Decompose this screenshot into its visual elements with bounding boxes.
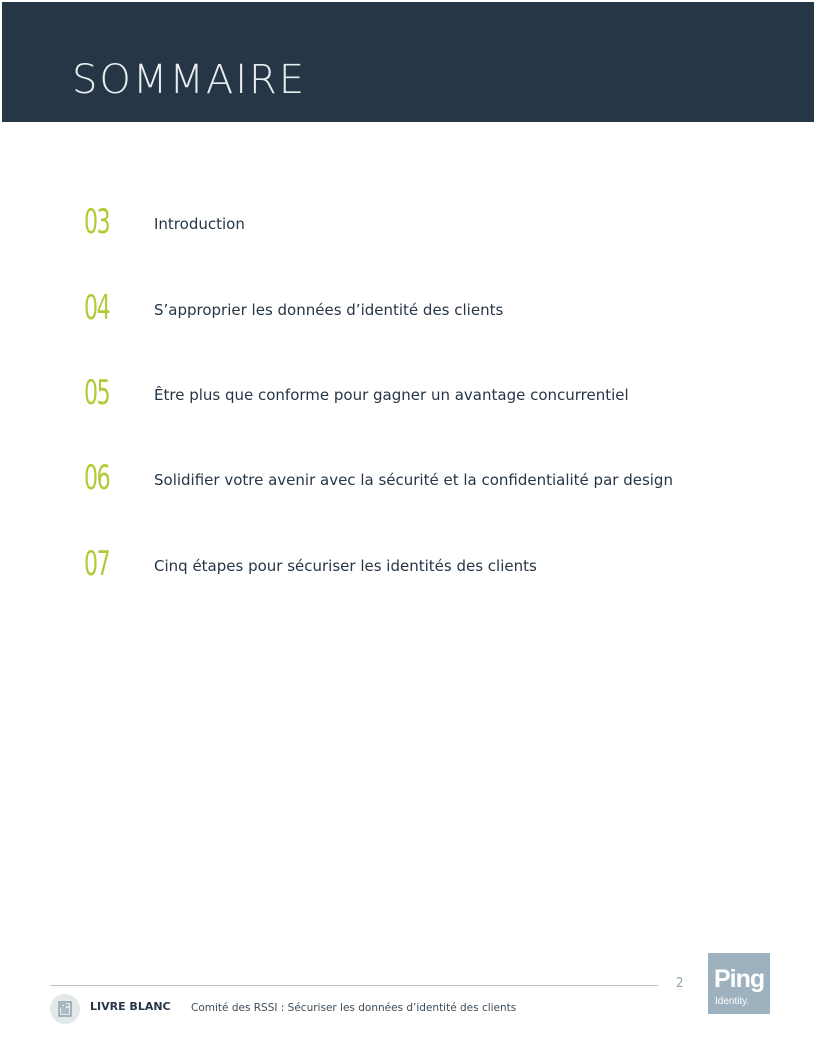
page-title: SOMMAIRE xyxy=(72,57,307,103)
toc-page-number: 07 xyxy=(84,544,110,584)
toc-page-number: 03 xyxy=(84,202,110,242)
toc-title: Cinq étapes pour sécuriser les identités des clients xyxy=(154,557,537,575)
toc-page-number: 06 xyxy=(84,458,110,498)
toc-title: Solidifier votre avenir avec la sécurité et la confidentialité par design xyxy=(154,471,673,489)
toc-page-number: 04 xyxy=(84,288,110,328)
page-header xyxy=(2,2,814,122)
toc-title: Introduction xyxy=(154,215,245,233)
logo-brand: Ping xyxy=(714,965,765,993)
toc-title: S’approprier les données d’identité des clients xyxy=(154,301,504,319)
toc-page-number: 05 xyxy=(84,373,110,413)
page-number: 2 xyxy=(676,976,684,991)
logo-sub: Identity. xyxy=(715,996,750,1007)
document-icon xyxy=(50,994,80,1024)
footer-document-title: Comité des RSSI : Sécuriser les données d’identité des clients xyxy=(191,1002,517,1014)
footer-divider xyxy=(50,985,658,986)
ping-identity-logo xyxy=(708,953,770,1014)
toc-title: Être plus que conforme pour gagner un avantage concurrentiel xyxy=(154,386,629,404)
footer-label: LIVRE BLANC xyxy=(90,1000,171,1013)
